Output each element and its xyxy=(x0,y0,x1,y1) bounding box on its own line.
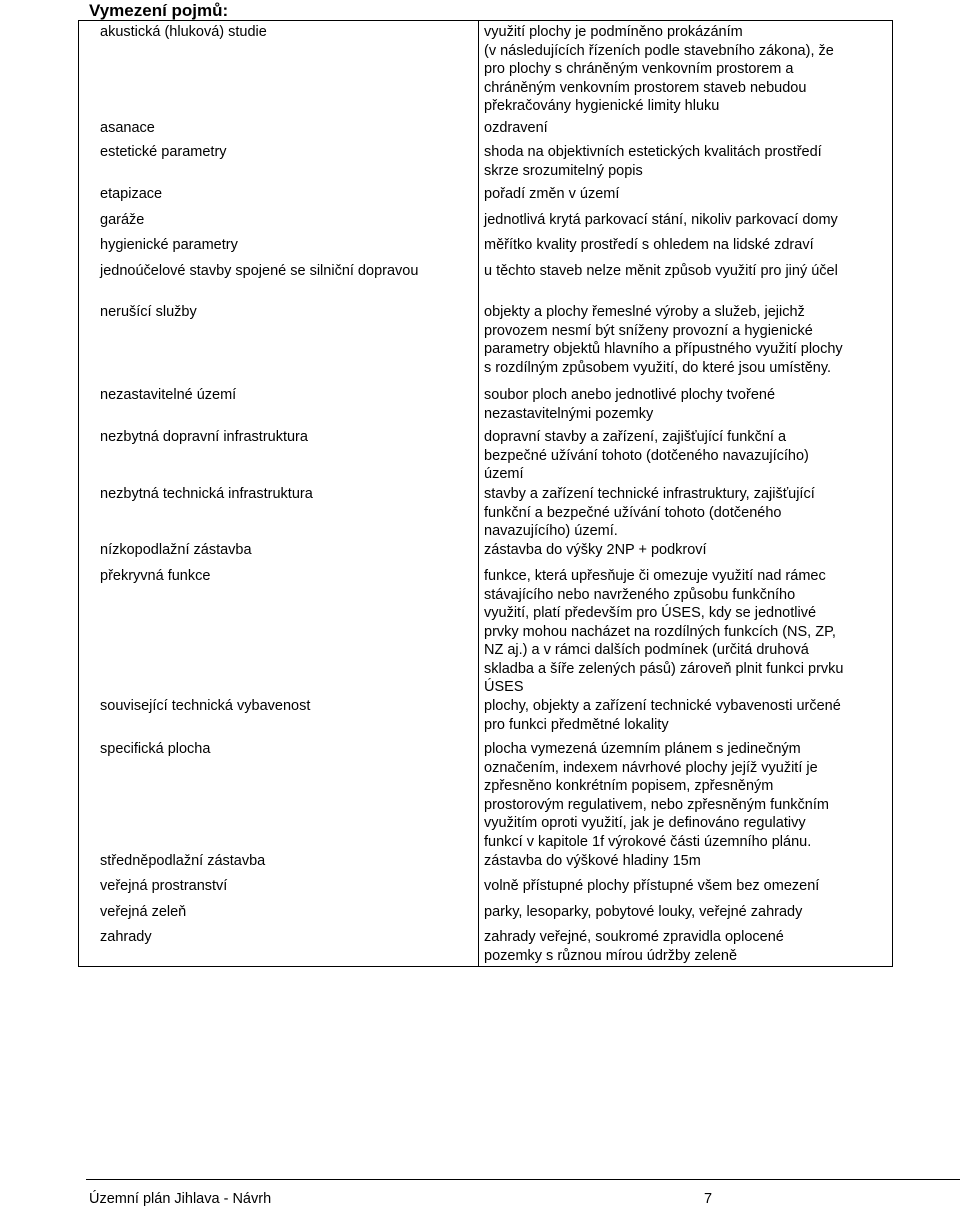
glossary-term: veřejná prostranství xyxy=(100,878,228,894)
section-title: Vymezení pojmů: xyxy=(89,1,229,20)
definition-line: prvky mohou nacházet na rozdílných funkcích (NS, ZP, xyxy=(484,623,836,640)
glossary-definition xyxy=(484,119,548,138)
definition-line: plochy, objekty a zařízení technické vybavenosti určené xyxy=(484,698,841,714)
definition-line: shoda na objektivních estetických kvalitách prostředí xyxy=(484,144,822,160)
definition-line: parky, lesoparky, pobytové louky, veřejné zahrady xyxy=(484,904,803,920)
glossary-term: estetické parametry xyxy=(100,144,227,160)
definition-line: navazujícího) území. xyxy=(484,523,618,539)
definition-line: funkční a bezpečné užívání tohoto (dotčeného xyxy=(484,504,782,521)
glossary-term: etapizace xyxy=(100,186,163,202)
glossary-definition xyxy=(484,236,814,255)
glossary-term: akustická (hluková) studie xyxy=(100,24,267,40)
glossary-definition xyxy=(484,303,843,377)
glossary-term: garáže xyxy=(100,212,145,228)
glossary-term: specifická plocha xyxy=(100,741,211,757)
glossary-term: překryvná funkce xyxy=(100,568,211,584)
footer-document-title: Územní plán Jihlava - Návrh xyxy=(89,1191,272,1207)
definition-line: pro funkci předmětné lokality xyxy=(484,716,669,733)
glossary-term: nízkopodlažní zástavba xyxy=(100,542,252,558)
definition-line: (v následujících řízeních podle stavebního zákona), že xyxy=(484,42,834,59)
definition-line: pozemky s různou mírou údržby zeleně xyxy=(484,947,738,964)
definition-line: skrze srozumitelný popis xyxy=(484,162,643,179)
glossary-definition xyxy=(484,211,838,230)
definition-line: funkcí v kapitole 1f výrokové části územního plánu. xyxy=(484,833,812,850)
column-divider xyxy=(478,21,479,966)
definition-line: zástavba do výškové hladiny 15m xyxy=(484,853,701,869)
definition-line: provozem nesmí být sníženy provozní a hygienické xyxy=(484,322,813,339)
definition-line: NZ aj.) a v rámci dalších podmínek (určitá druhová xyxy=(484,642,809,658)
footer-rule xyxy=(86,1179,960,1180)
footer-page-number: 7 xyxy=(704,1191,713,1207)
definition-line: objekty a plochy řemeslné výroby a služeb, jejichž xyxy=(484,304,805,320)
definition-line: využití, platí především pro ÚSES, kdy se jednotlivé xyxy=(484,605,817,621)
definition-line: zahrady veřejné, soukromé zpravidla oplocené xyxy=(484,929,784,945)
glossary-term: nerušící služby xyxy=(100,304,197,320)
glossary-definition xyxy=(484,928,784,965)
glossary-definition xyxy=(484,143,822,180)
glossary-definition xyxy=(484,877,819,896)
definition-line: označením, indexem návrhové plochy jejíž využití je xyxy=(484,759,818,776)
definition-line: dopravní stavby a zařízení, zajišťující funkční a xyxy=(484,429,787,445)
definition-line: pořadí změn v území xyxy=(484,186,620,202)
glossary-definition xyxy=(484,485,815,541)
glossary-term: jednoúčelové stavby spojené se silniční dopravou xyxy=(100,263,419,279)
glossary-term: nezbytná technická infrastruktura xyxy=(100,486,313,502)
definition-line: území xyxy=(484,466,524,482)
glossary-definition xyxy=(484,740,829,851)
definition-line: parametry objektů hlavního a přípustného využití plochy xyxy=(484,341,843,357)
glossary-definition xyxy=(484,567,843,697)
definition-line: volně přístupné plochy přístupné všem bez omezení xyxy=(484,878,820,894)
glossary-definition xyxy=(484,428,809,484)
glossary-definition xyxy=(484,262,838,281)
glossary-term: hygienické parametry xyxy=(100,237,238,253)
definition-line: pro plochy s chráněným venkovním prostorem a xyxy=(484,61,794,77)
glossary-definition xyxy=(484,852,701,871)
glossary-definition xyxy=(484,541,707,560)
definition-line: jednotlivá krytá parkovací stání, nikoliv parkovací domy xyxy=(484,212,838,228)
definition-line: překračovány hygienické limity hluku xyxy=(484,98,720,114)
definition-line: měřítko kvality prostředí s ohledem na lidské zdraví xyxy=(484,237,814,253)
glossary-definition xyxy=(484,185,619,204)
glossary-definition xyxy=(484,23,834,116)
definition-line: ÚSES xyxy=(484,679,524,695)
glossary-term: asanace xyxy=(100,120,155,136)
glossary-definition xyxy=(484,903,802,922)
definition-line: funkce, která upřesňuje či omezuje využití nad rámec xyxy=(484,568,826,584)
definition-line: u těchto staveb nelze měnit způsob využití pro jiný účel xyxy=(484,263,838,279)
glossary-term: zahrady xyxy=(100,929,152,945)
glossary-term: nezastavitelné území xyxy=(100,387,237,403)
definition-line: bezpečné užívání tohoto (dotčeného navazujícího) xyxy=(484,447,809,464)
definition-line: ozdravení xyxy=(484,120,548,136)
glossary-term: související technická vybavenost xyxy=(100,698,311,714)
glossary-term: veřejná zeleň xyxy=(100,904,187,920)
definition-line: nezastavitelnými pozemky xyxy=(484,405,654,422)
glossary-table xyxy=(78,20,893,967)
glossary-term: nezbytná dopravní infrastruktura xyxy=(100,429,308,445)
definition-line: chráněným venkovním prostorem staveb nebudou xyxy=(484,79,807,96)
definition-line: skladba a šíře zelených pásů) zároveň plnit funkci prvku xyxy=(484,660,844,677)
glossary-term: středněpodlažní zástavba xyxy=(100,853,266,869)
definition-line: soubor ploch anebo jednotlivé plochy tvořené xyxy=(484,387,776,403)
glossary-definition xyxy=(484,697,841,734)
definition-line: využití plochy je podmíněno prokázáním xyxy=(484,24,743,40)
glossary-definition xyxy=(484,386,775,423)
definition-line: plocha vymezená územním plánem s jedinečným xyxy=(484,741,801,757)
definition-line: s rozdílným způsobem využití, do které jsou umístěny. xyxy=(484,359,832,376)
definition-line: stavby a zařízení technické infrastruktury, zajišťující xyxy=(484,486,815,502)
definition-line: využitím oproti využití, jak je definováno regulativy xyxy=(484,815,806,831)
definition-line: stávajícího nebo navrženého způsobu funkčního xyxy=(484,586,796,603)
definition-line: zástavba do výšky 2NP + podkroví xyxy=(484,542,707,558)
definition-line: zpřesněno konkrétním popisem, zpřesněným xyxy=(484,778,774,794)
definition-line: prostorovým regulativem, nebo zpřesněným funkčním xyxy=(484,796,829,813)
